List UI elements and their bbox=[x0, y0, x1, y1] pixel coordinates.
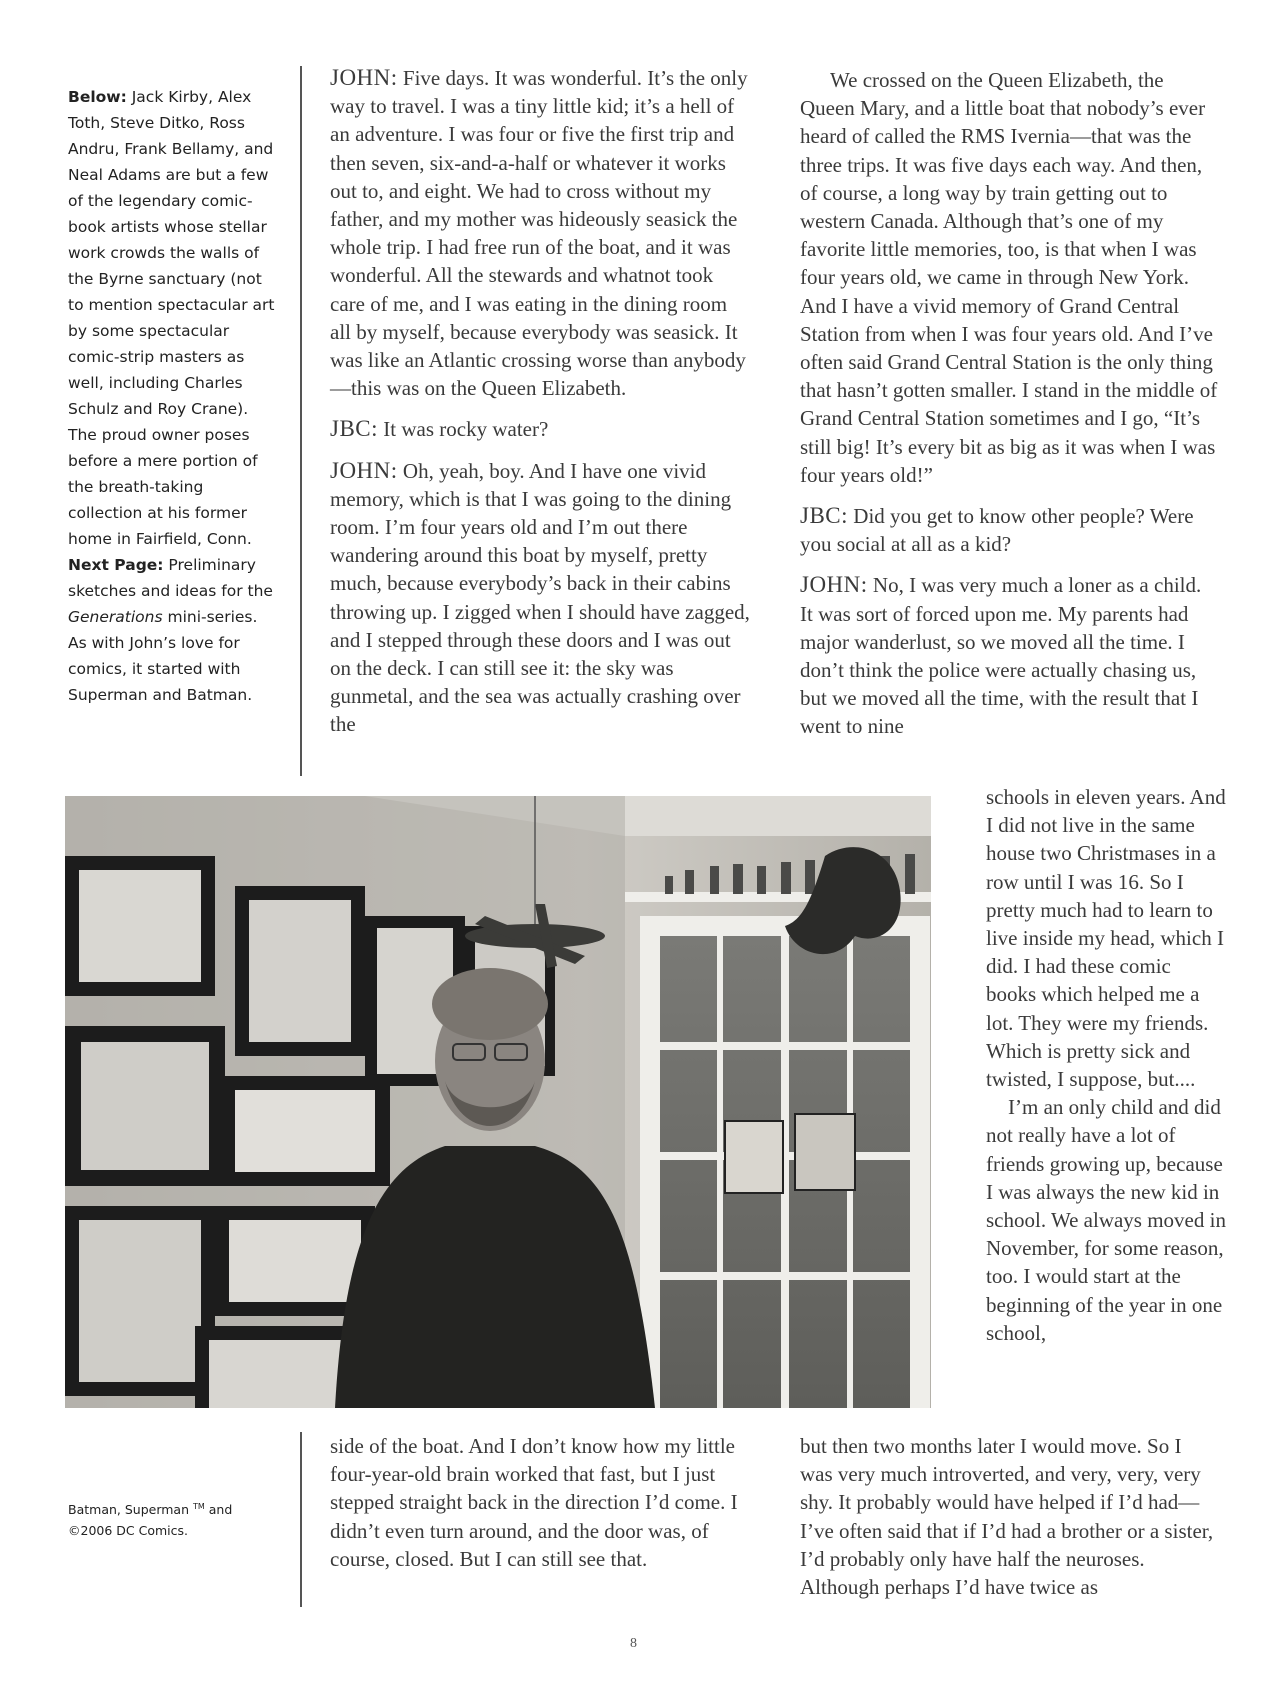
paragraph: I’m an only child and did not really have a lot of friends growing up, because I was always the new kid in school. We always moved in November, for some reason, too. I would start at the beginning of the year in one school, bbox=[986, 1095, 1226, 1345]
paragraph: but then two months later I would move. So I was very much introverted, and very, very, very shy. It probably would have helped if I’d had—I’ve often said that if I’d had a brother or a sister, I’d probably only have half the neuroses. Although perhaps I’d have twice as bbox=[800, 1434, 1214, 1600]
paragraph: schools in eleven years. And I did not live in the same house two Christmases in a row until I was 16. So I pretty much had to learn to live inside my head, which I did. I had these comic books which helped me a lot. They were my friends. Which is pretty sick and twisted, I suppose, but.... bbox=[986, 785, 1226, 1092]
paragraph: JOHN: No, I was very much a loner as a child. It was sort of forced upon me. My parents had major wanderlust, so we moved all the time. I don’t think the police were actually chasing us, but we moved all the time, with the result that I went to nine bbox=[800, 572, 1202, 739]
speaker-label: JOHN: bbox=[330, 65, 398, 90]
caption-text-3: mini-series. As with John’s love for comics, it started with Superman and Batman. bbox=[68, 608, 258, 704]
paragraph: JBC: It was rocky water? bbox=[330, 416, 549, 442]
paragraph: We crossed on the Queen Elizabeth, the Queen Mary, and a little boat that nobody’s ever heard of called the RMS Ivernia—that was the three trips. It was five days each way. And then, of course, a long way by train getting out to western Canada. Although that’s one of my favorite little memories, too, is that when I was four years old, we came in through New York. And I have a vivid memory of Grand Central Station from when I was four years old. And I’ve often said Grand Central Station is the only thing that hasn’t gotten smaller. I stand in the middle of Grand Central Station sometimes and I go, “It’s still big! It’s every bit as big as it was when I was four years old!” bbox=[800, 68, 1218, 487]
caption-label-next: Next Page: bbox=[68, 556, 164, 574]
caption-series-title: Generations bbox=[68, 608, 163, 626]
caption-label-below: Below: bbox=[68, 88, 127, 106]
column-right-top bbox=[800, 66, 1218, 741]
photo-byrne-collection bbox=[65, 796, 931, 1408]
column-right-wrap bbox=[986, 783, 1226, 1347]
page-number: 8 bbox=[630, 1636, 637, 1651]
caption-text-2: Preliminary sketches and ideas for the bbox=[68, 556, 273, 600]
speaker-label: JBC: bbox=[800, 503, 849, 529]
column-rule-top bbox=[300, 66, 302, 776]
column-rule-bottom bbox=[300, 1432, 302, 1607]
column-middle-bottom bbox=[330, 1432, 750, 1573]
paragraph: JBC: Did you get to know other people? Were you social at all as a kid? bbox=[800, 503, 1194, 557]
speaker-label: JOHN: bbox=[330, 457, 398, 483]
speaker-label: JOHN: bbox=[800, 572, 868, 598]
column-middle-top bbox=[330, 64, 750, 739]
trademark-mark: TM bbox=[193, 1502, 205, 1511]
paragraph: side of the boat. And I don’t know how my little four-year-old brain worked that fast, but I just stepped straight back in the direction I’d come. I didn’t even turn around, and the door was, of course, closed. But I can still see that. bbox=[330, 1434, 738, 1571]
copyright-credit: Batman, Superman ™ and ©2006 DC Comics. bbox=[68, 1502, 233, 1539]
paragraph: JOHN: Oh, yeah, boy. And I have one vivid memory, which is that I was going to the dining room. I’m four years old and I’m out there wandering around this boat by myself, pretty much, because everybody’s back in their cabins throwing up. I zigged when I should have zagged, and I stepped through these doors and I was out on the deck. I can still see it: the sky was gunmetal, and the sea was actually crashing over the bbox=[330, 457, 750, 737]
speaker-label: JBC: bbox=[330, 416, 379, 442]
photo-illustration bbox=[65, 796, 931, 1408]
column-right-bottom bbox=[800, 1432, 1218, 1601]
paragraph: JOHN: Five days. It was wonderful. It’s the only way to travel. I was a tiny little kid; it’s a hell of an adventure. I was four or five the first trip and then seven, six-and-a-half or whatever it works out to, and eight. We had to cross without my father, and my mother was hideously seasick the whole trip. I had free run of the boat, and it was wonderful. All the stewards and whatnot took care of me, and I was eating in the dining room all by myself, because everybody was seasick. It was like an Atlantic crossing worse than anybody—this was on the Queen Elizabeth. bbox=[330, 65, 748, 401]
caption-text-1: Jack Kirby, Alex Toth, Steve Ditko, Ross Andru, Frank Bellamy, and Neal Adams are but a few of the legendary comic-book artists whose stellar work crowds the walls of the Byrne sanctuary (not to mention spectacular art by some spectacular comic-strip masters as well, including Charles Schulz and Roy Crane). The proud owner poses before a mere portion of the breath-taking collection at his former home in Fairfield, Conn. bbox=[68, 88, 275, 548]
photo-caption bbox=[68, 84, 276, 708]
